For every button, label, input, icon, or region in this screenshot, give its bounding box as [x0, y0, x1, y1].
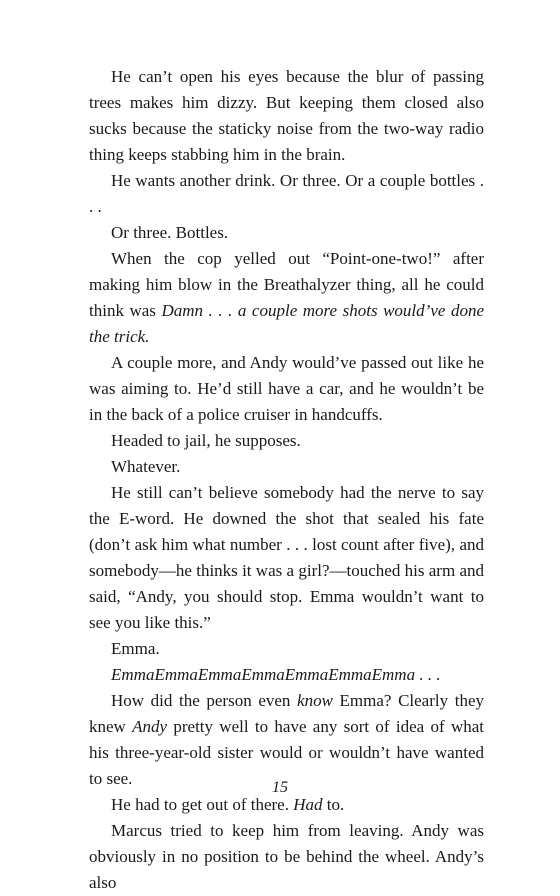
text-run: A couple more, and Andy would’ve passed out like he was aiming to. He’d still have a car, and he wouldn’t be in the back of a police cruiser in handcuffs.: [89, 353, 484, 424]
text-run: Or three. Bottles.: [111, 223, 229, 242]
paragraph: [89, 168, 484, 220]
paragraph: [89, 688, 484, 792]
paragraph: [89, 64, 484, 168]
text-run: He can’t open his eyes because the blur of passing trees makes him dizzy. But keeping them closed also sucks because the staticky noise from the two-way radio thing keeps stabbing him in the brain.: [89, 67, 484, 164]
italic-text: Andy: [132, 717, 168, 736]
italic-text: know: [297, 691, 333, 710]
paragraph: [89, 818, 484, 896]
paragraph: [89, 246, 484, 350]
text-run: Headed to jail, he supposes.: [111, 431, 301, 450]
text-run: pretty well to have any sort of idea of what his three-year-old sister would or wouldn’t have wanted to see.: [89, 717, 484, 788]
italic-text: Damn . . . a couple more shots would’ve done the trick.: [89, 301, 484, 346]
text-run: Whatever.: [111, 457, 181, 476]
text-run: He wants another drink. Or three. Or a couple bottles . . .: [89, 171, 484, 216]
text-run: Marcus tried to keep him from leaving. Andy was obviously in no position to be behind the wheel. Andy’s also: [89, 821, 484, 892]
text-run: to.: [322, 795, 345, 814]
paragraph: [89, 636, 484, 662]
paragraph: [89, 480, 484, 636]
text-run: He had to get out of there.: [111, 795, 294, 814]
page-body: [89, 64, 484, 896]
text-run: Emma.: [111, 639, 160, 658]
text-run: He still can’t believe somebody had the nerve to say the E-word. He downed the shot that sealed his fate (don’t ask him what number . . . lost count after five), and somebody—he thinks it was a girl?—touched his arm and said, “Andy, you should stop. Emma wouldn’t want to see you like this.”: [89, 483, 484, 632]
page-number: 15: [272, 779, 288, 796]
paragraph: [89, 428, 484, 454]
text-run: Emma? Clearly they knew: [89, 691, 484, 736]
italic-text: Had: [293, 795, 323, 814]
text-run: When the cop yelled out “Point-one-two!” after making him blow in the Breathalyzer thing, all he could think was: [89, 249, 484, 320]
paragraph: [89, 350, 484, 428]
text-run: How did the person even: [111, 691, 298, 710]
paragraph: [89, 662, 484, 688]
italic-text: EmmaEmmaEmmaEmmaEmmaEmmaEmma . . .: [111, 665, 441, 684]
paragraph: [89, 220, 484, 246]
paragraph: [89, 454, 484, 480]
